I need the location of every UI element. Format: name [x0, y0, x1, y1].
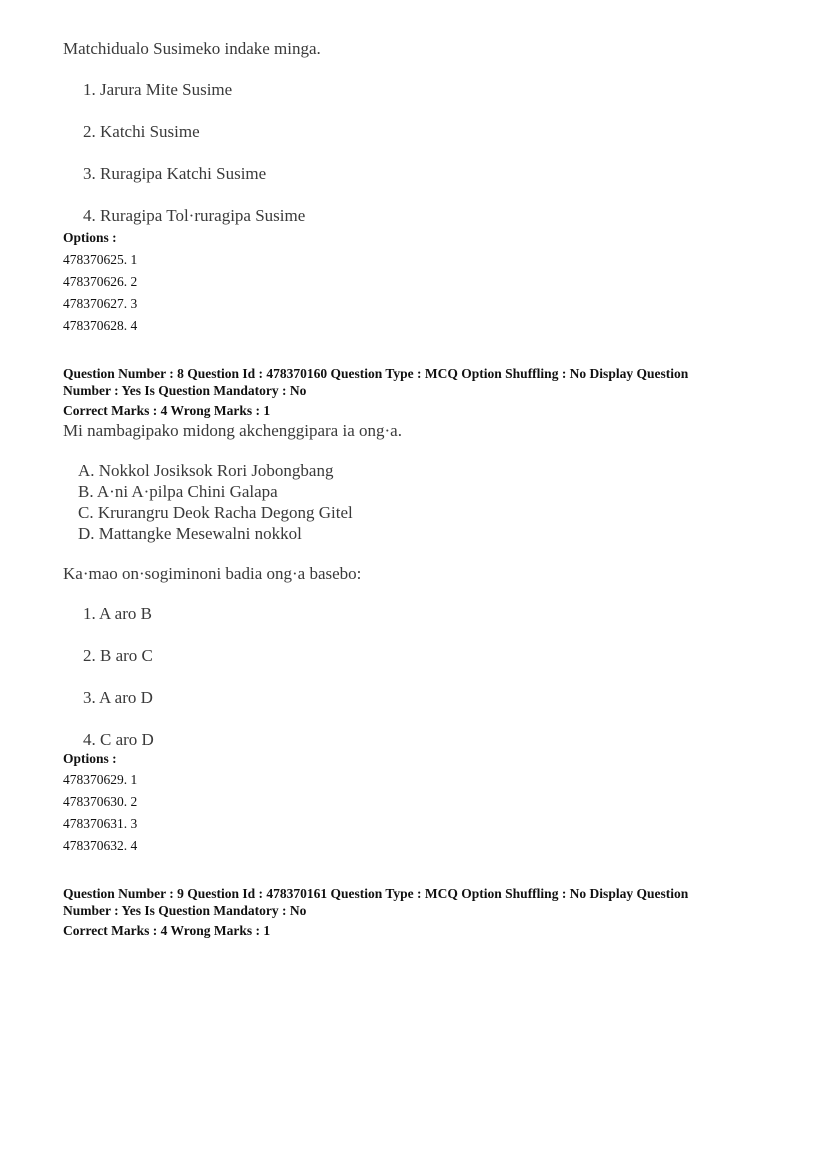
question-8-option-4: 478370632. 4: [63, 838, 138, 853]
question-8-statement-b: B. A·ni A·pilpa Chini Galapa: [78, 482, 278, 501]
question-7-options-label: Options :: [63, 230, 117, 245]
question-8-choice-2: 2. B aro C: [83, 646, 153, 665]
question-8-option-3: 478370631. 3: [63, 816, 138, 831]
question-8-meta-line-1: Question Number : 8 Question Id : 478370160 Question Type : MCQ Option Shuffling : No Display Question: [63, 366, 689, 381]
question-8-statement-d: D. Mattangke Mesewalni nokkol: [78, 524, 302, 543]
question-7-option-4: 478370628. 4: [63, 318, 138, 333]
question-8-option-1: 478370629. 1: [63, 772, 138, 787]
question-8-meta-line-2: Number : Yes Is Question Mandatory : No: [63, 383, 307, 398]
question-9-marks: Correct Marks : 4 Wrong Marks : 1: [63, 923, 271, 938]
question-8-prompt: Ka·mao on·sogiminoni badia ong·a basebo:: [63, 564, 362, 583]
question-8-statement-c: C. Krurangru Deok Racha Degong Gitel: [78, 503, 353, 522]
question-9-meta-line-2: Number : Yes Is Question Mandatory : No: [63, 903, 307, 918]
question-8-marks: Correct Marks : 4 Wrong Marks : 1: [63, 403, 271, 418]
question-8-option-2: 478370630. 2: [63, 794, 138, 809]
question-8-choice-1: 1. A aro B: [83, 604, 152, 623]
question-7-choice-1: 1. Jarura Mite Susime: [83, 80, 233, 99]
question-7-choice-3: 3. Ruragipa Katchi Susime: [83, 164, 267, 183]
question-7-stem: Matchidualo Susimeko indake minga.: [63, 39, 321, 58]
question-8-stem: Mi nambagipako midong akchenggipara ia ong·a.: [63, 421, 402, 440]
question-7-choice-4: 4. Ruragipa Tol·ruragipa Susime: [83, 206, 306, 225]
question-8-choice-3: 3. A aro D: [83, 688, 153, 707]
question-8-options-label: Options :: [63, 751, 117, 766]
question-7-option-1: 478370625. 1: [63, 252, 138, 267]
question-7-option-2: 478370626. 2: [63, 274, 138, 289]
question-8-statement-a: A. Nokkol Josiksok Rori Jobongbang: [78, 461, 334, 480]
question-7-option-3: 478370627. 3: [63, 296, 138, 311]
question-8-choice-4: 4. C aro D: [83, 730, 154, 749]
question-9-meta-line-1: Question Number : 9 Question Id : 478370161 Question Type : MCQ Option Shuffling : No Display Question: [63, 886, 689, 901]
question-7-choice-2: 2. Katchi Susime: [83, 122, 200, 141]
